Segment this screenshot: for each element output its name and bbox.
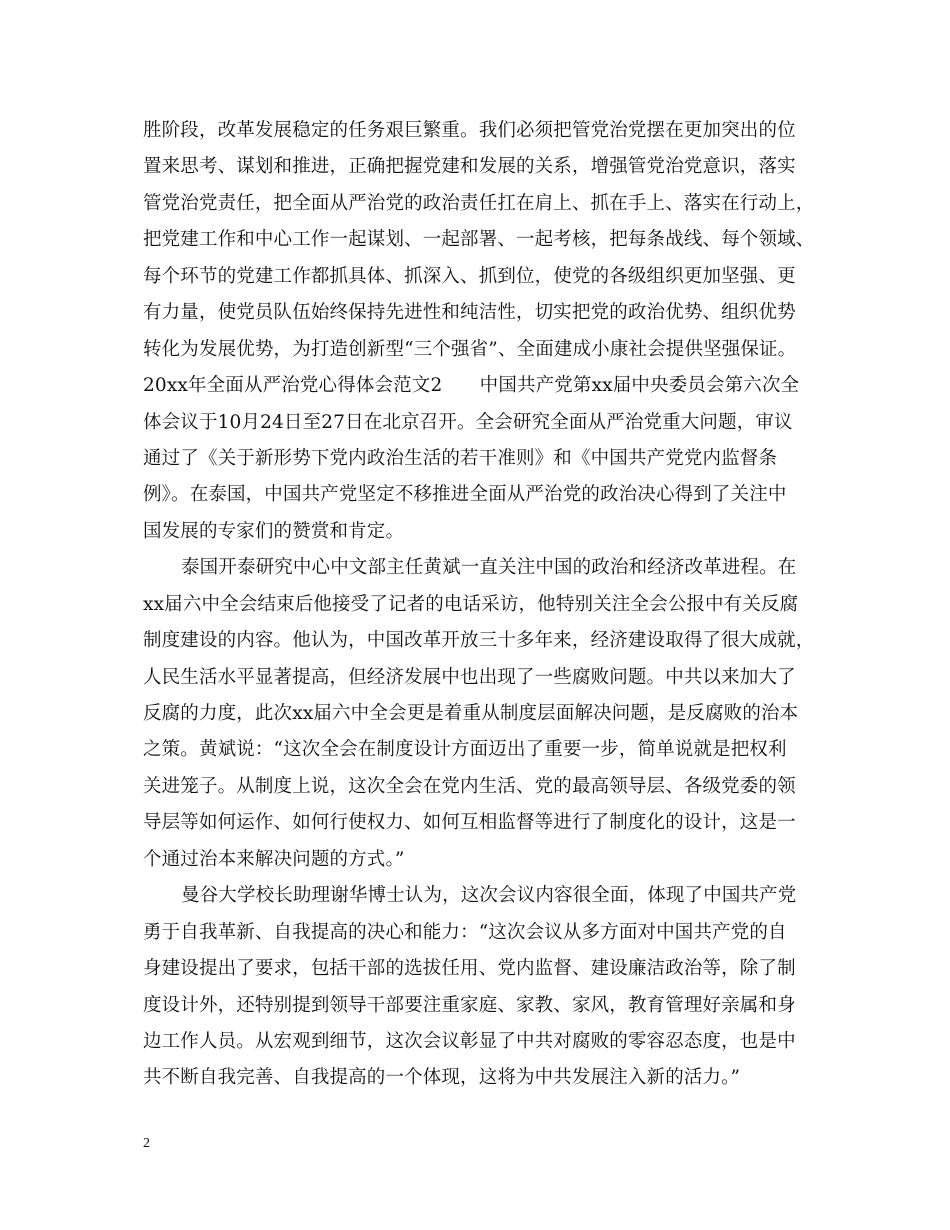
text-line: 每个环节的党建工作都抓具体、抓深入、抓到位，使党的各级组织更加坚强、更 <box>143 265 796 287</box>
text-line: 关进笼子。从制度上说，这次全会在党内生活、党的最高领导层、各级党委的领 <box>143 775 796 797</box>
text-line: 胜阶段，改革发展稳定的任务艰巨繁重。我们必须把管党治党摆在更加突出的位 <box>143 120 796 141</box>
text-line: 国发展的专家们的赞赏和肯定。 <box>143 520 405 542</box>
text-line: 置来思考、谋划和推进，正确把握党建和发展的关系，增强管党治党意识，落实 <box>143 156 796 178</box>
text-line: 转化为发展优势，为打造创新型“三个强省”、全面建成小康社会提供坚强保证。 <box>143 338 797 360</box>
text-line: xx届六中全会结束后他接受了记者的电话采访，他特别关注全会公报中有关反腐 <box>143 593 799 615</box>
text-line: 把党建工作和中心工作一起谋划、一起部署、一起考核，把每条战线、每个领域、 <box>143 229 815 251</box>
text-line: 有力量，使党员队伍始终保持先进性和纯洁性，切实把党的政治优势、组织优势 <box>143 302 796 324</box>
text-line: 反腐的力度，此次xx届六中全会更是着重从制度层面解决问题，是反腐败的治本 <box>143 703 799 724</box>
text-line: 管党治党责任，把全面从严治党的政治责任扛在肩上、抓在手上、落实在行动上， <box>143 192 815 214</box>
text-line: 体会议于10月24日至27日在北京召开。全会研究全面从严治党重大问题，审议 <box>143 411 793 433</box>
text-line: 曼谷大学校长助理谢华博士认为，这次会议内容很全面，体现了中国共产党 <box>181 885 797 907</box>
text-line: 边工作人员。从宏观到细节，这次会议彰显了中共对腐败的零容忍态度，也是中 <box>143 1030 796 1052</box>
page-number: 2 <box>143 1136 150 1151</box>
text-line: 勇于自我革新、自我提高的决心和能力：“这次会议从多方面对中国共产党的自 <box>143 921 787 943</box>
text-line: 人民生活水平显著提高，但经济发展中也出现了一些腐败问题。中共以来加大了 <box>143 666 796 688</box>
text-line: 例》。在泰国，中国共产党坚定不移推进全面从严治党的政治决心得到了关注中 <box>143 484 787 506</box>
text-line: 共不断自我完善、自我提高的一个体现，这将为中共发展注入新的活力。” <box>143 1067 741 1089</box>
text-line: 通过了《关于新形势下党内政治生活的若干准则》和《中国共产党党内监督条 <box>143 447 778 469</box>
text-line: 之策。黄斌说：“这次全会在制度设计方面迈出了重要一步，简单说就是把权利 <box>143 739 787 761</box>
text-line: 导层等如何运作、如何行使权力、如何互相监督等进行了制度化的设计，这是一 <box>143 812 796 834</box>
text-line: 制度建设的内容。他认为，中国改革开放三十多年来，经济建设取得了很大成就， <box>143 630 815 652</box>
text-line: 身建设提出了要求，包括干部的选拔任用、党内监督、建设廉洁政治等，除了制 <box>143 958 796 980</box>
text-line: 度设计外，还特别提到领导干部要注重家庭、家教、家风，教育管理好亲属和身 <box>143 994 796 1016</box>
body-text <box>143 113 813 1097</box>
text-line: 泰国开泰研究中心中文部主任黄斌一直关注中国的政治和经济改革进程。在 <box>181 557 797 579</box>
text-line: 个通过治本来解决问题的方式。” <box>143 848 405 870</box>
text-line: 20xx年全面从严治党心得体会范文2 中国共产党第xx届中央委员会第六次全 <box>143 375 800 397</box>
